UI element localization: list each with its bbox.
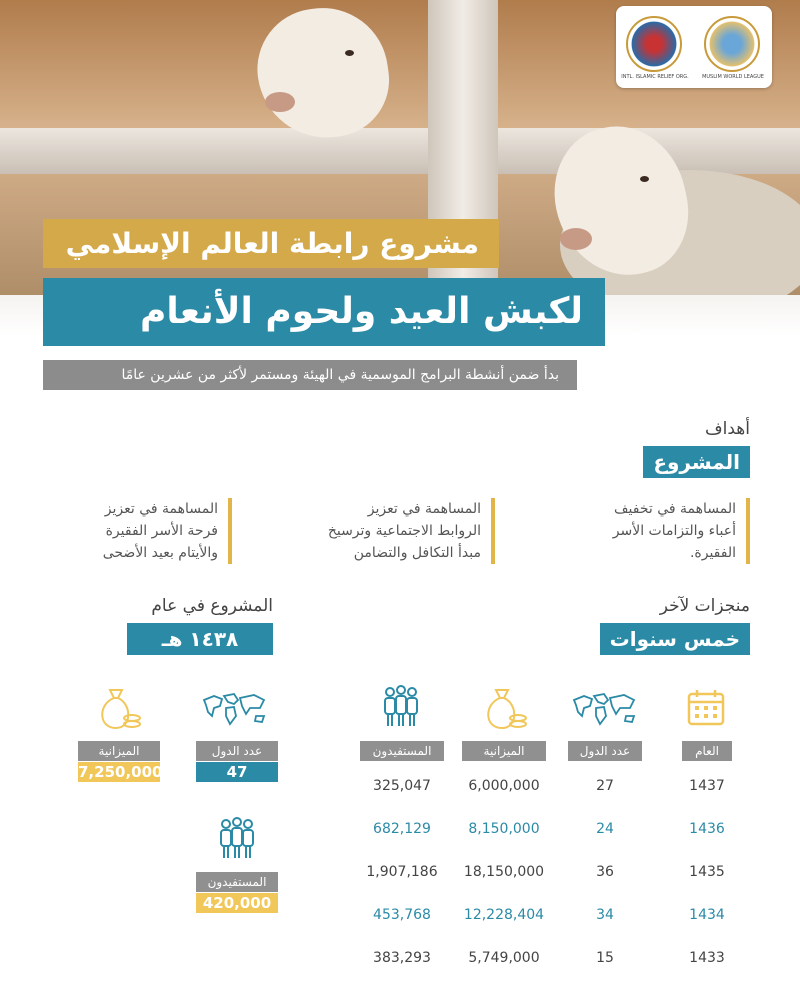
current-countries-value: 47 xyxy=(196,762,278,782)
cell-beneficiaries: 682,129 xyxy=(373,821,431,837)
sheep-nose xyxy=(265,92,295,112)
goals-label: أهداف xyxy=(705,419,750,439)
title-line1: مشروع رابطة العالم الإسلامي xyxy=(43,219,499,268)
world-map-icon xyxy=(570,690,640,730)
cell-countries: 27 xyxy=(596,778,614,794)
current-budget-label: الميزانية xyxy=(78,741,160,761)
organization-logo xyxy=(616,6,772,88)
cell-year: 1437 xyxy=(689,778,725,794)
mwl-logo-icon xyxy=(704,16,760,72)
current-beneficiaries-value: 420,000 xyxy=(196,893,278,913)
column-header-year: العام xyxy=(682,741,732,761)
sheep-head-left xyxy=(250,0,397,146)
cell-countries: 24 xyxy=(596,821,614,837)
relief-logo-icon xyxy=(626,16,682,72)
cell-budget: 12,228,404 xyxy=(463,907,545,923)
cell-countries: 15 xyxy=(596,950,614,966)
current-budget-value: 7,250,000 xyxy=(78,763,163,781)
achievements-label: منجزات لآخر xyxy=(659,596,750,616)
goals-tag: المشروع xyxy=(643,446,750,478)
column-header-budget: الميزانية xyxy=(462,741,546,761)
cell-beneficiaries: 383,293 xyxy=(373,950,431,966)
title-line2: لكبش العيد ولحوم الأنعام xyxy=(43,278,605,346)
money-bag-icon xyxy=(478,684,528,732)
cell-budget: 5,749,000 xyxy=(468,950,540,966)
fence-rail xyxy=(0,128,800,174)
cell-beneficiaries: 453,768 xyxy=(373,907,431,923)
cell-year: 1433 xyxy=(689,950,725,966)
column-header-countries: عدد الدول xyxy=(568,741,642,761)
calendar-icon xyxy=(686,688,726,728)
sheep-nose xyxy=(560,228,592,250)
goal-item: المساهمة في تعزيز فرحة الأسر الفقيرة والأيتام بعيد الأضحى xyxy=(52,498,232,564)
cell-countries: 36 xyxy=(596,864,614,880)
people-group-icon xyxy=(378,684,424,730)
column-header-beneficiaries: المستفيدون xyxy=(360,741,444,761)
cell-budget: 8,150,000 xyxy=(468,821,540,837)
sheep-eye xyxy=(345,50,354,56)
world-map-icon xyxy=(200,690,270,730)
cell-year: 1434 xyxy=(689,907,725,923)
cell-countries: 34 xyxy=(596,907,614,923)
cell-year: 1435 xyxy=(689,864,725,880)
people-group-icon xyxy=(214,816,260,862)
logo-text: INTL. ISLAMIC RELIEF ORG. xyxy=(621,74,689,80)
current-tag: ١٤٣٨ هـ xyxy=(127,623,273,655)
subtitle: بدأ ضمن أنشطة البرامج الموسمية في الهيئة ومستمر لأكثر من عشرين عامًا xyxy=(43,360,577,390)
current-beneficiaries-label: المستفيدون xyxy=(196,872,278,892)
cell-beneficiaries: 1,907,186 xyxy=(366,864,438,880)
cell-beneficiaries: 325,047 xyxy=(373,778,431,794)
logo-text: MUSLIM WORLD LEAGUE xyxy=(702,74,764,80)
achievements-tag: خمس سنوات xyxy=(600,623,750,655)
cell-year: 1436 xyxy=(689,821,725,837)
money-bag-icon xyxy=(92,684,142,732)
cell-budget: 6,000,000 xyxy=(468,778,540,794)
goal-item: المساهمة في تعزيز الروابط الاجتماعية وترسيخ مبدأ التكافل والتضامن xyxy=(295,498,495,564)
goal-item: المساهمة في تخفيف أعباء والتزامات الأسر الفقيرة. xyxy=(560,498,750,564)
cell-budget: 18,150,000 xyxy=(463,864,545,880)
current-countries-label: عدد الدول xyxy=(196,741,278,761)
current-label: المشروع في عام xyxy=(151,596,273,616)
sheep-eye xyxy=(640,176,649,182)
